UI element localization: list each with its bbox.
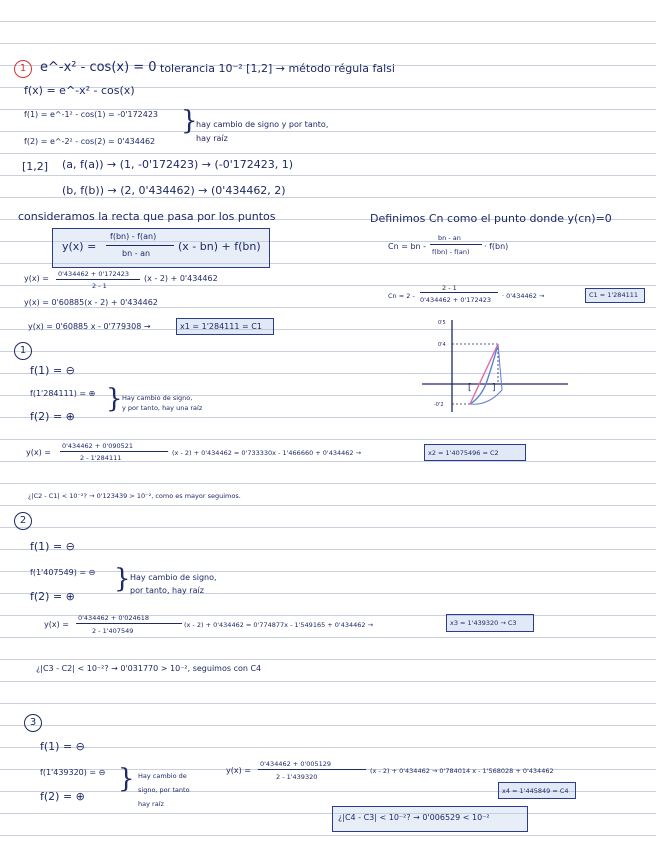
iter3-f2: f(2) = ⊕ <box>40 790 85 803</box>
x1-result: x1 = 1'284111 = C1 <box>180 322 262 331</box>
graph-ytick-mid: 0'4 <box>438 342 446 348</box>
y1-numerator: 0'434462 + 0'172423 <box>58 270 130 278</box>
problem-equation: e^-x² - cos(x) = 0 <box>40 60 157 75</box>
f-definition: f(x) = e^-x² - cos(x) <box>24 84 135 97</box>
iter3-y-fraction-bar <box>258 769 366 770</box>
line-formula-denominator: bn - an <box>122 249 151 258</box>
iter3-fc: f(1'439320) = ⊖ <box>40 768 106 777</box>
sign-change-note: hay cambio de signo y por tanto, <box>196 120 329 129</box>
graph-ytick-bottom: -0'2 <box>434 402 444 408</box>
f-at-2: f(2) = e^-2² - cos(2) = 0'434462 <box>24 137 156 146</box>
iter3-y-denominator: 2 - 1'439320 <box>276 773 318 781</box>
cn-formula-fraction-bar <box>430 244 482 245</box>
iter1-number: 1 <box>19 345 27 356</box>
line-formula-fraction-bar <box>106 245 174 246</box>
iter3-number: 3 <box>29 717 37 728</box>
line-formula-tail: (x - bn) + f(bn) <box>178 240 261 253</box>
iter2-badge <box>14 512 32 530</box>
iter1-note-1: Hay cambio de signo, <box>122 394 193 402</box>
iter2-y-tail: (x - 2) + 0'434462 = 0'774877x - 1'549165 + 0'434462 → <box>184 621 374 629</box>
iter2-brace: } <box>114 564 131 594</box>
problem-number-badge <box>14 60 32 78</box>
iter1-result: x2 = 1'4075496 = C2 <box>428 449 499 457</box>
line-formula-lhs: y(x) = <box>62 240 97 253</box>
iter1-f2: f(2) = ⊕ <box>30 410 75 423</box>
graph-bracket-left: [ <box>468 383 472 393</box>
iter3-note-1: Hay cambio de <box>138 772 187 780</box>
iter2-y-lhs: y(x) = <box>44 620 69 629</box>
line-formula-numerator: f(bn) - f(an) <box>110 232 157 241</box>
iter3-result: x4 = 1'445849 = C4 <box>502 787 569 795</box>
cn-formula-lhs: Cn = bn - <box>388 242 427 251</box>
iter3-note-3: hay raíz <box>138 800 164 808</box>
y1-tail: (x - 2) + 0'434462 <box>144 274 218 283</box>
cn-formula-tail: · f(bn) <box>484 242 509 251</box>
y1-denominator: 2 - 1 <box>92 282 107 290</box>
c1-denominator: 0'434462 + 0'172423 <box>420 296 492 304</box>
y2-line: y(x) = 0'60885(x - 2) + 0'434462 <box>24 298 158 307</box>
consider-line-text: consideramos la recta que pasa por los puntos <box>18 210 276 223</box>
iter2-f2: f(2) = ⊕ <box>30 590 75 603</box>
iter1-check: ¿|C2 - C1| < 10⁻²? → 0'123439 > 10⁻², como es mayor seguimos. <box>28 492 241 500</box>
iter3-check: ¿|C4 - C3| < 10⁻²? → 0'006529 < 10⁻² <box>338 813 490 822</box>
c1-tail: · 0'434462 → <box>502 292 545 300</box>
iter3-brace: } <box>118 764 135 794</box>
c1-lhs: Cn = 2 - <box>388 292 415 300</box>
point-b: (b, f(b)) → (2, 0'434462) → (0'434462, 2) <box>62 184 286 197</box>
iter1-f1: f(1) = ⊖ <box>30 364 75 377</box>
iter1-y-fraction-bar <box>60 451 168 452</box>
graph-bracket-right: ] <box>492 383 496 393</box>
iter3-y-lhs: y(x) = <box>226 766 251 775</box>
iter2-f1: f(1) = ⊖ <box>30 540 75 553</box>
iter2-note-2: por tanto, hay raíz <box>130 586 204 595</box>
brace-1: } <box>181 106 198 136</box>
y1-lhs: y(x) = <box>24 274 49 283</box>
iter1-badge <box>14 342 32 360</box>
graph-ytick-top: 0'5 <box>438 320 446 326</box>
iter2-note-1: Hay cambio de signo, <box>130 573 217 582</box>
iter2-fc: f(1'407549) = ⊖ <box>30 568 96 577</box>
iter2-number: 2 <box>19 515 27 526</box>
iter2-check: ¿|C3 - C2| < 10⁻²? → 0'031770 > 10⁻², seguimos con C4 <box>36 664 262 673</box>
y1-fraction-bar <box>56 279 140 280</box>
root-note: hay raíz <box>196 134 228 143</box>
c1-result: C1 = 1'284111 <box>589 291 638 299</box>
iter1-fc: f(1'284111) = ⊕ <box>30 389 96 398</box>
iter3-f1: f(1) = ⊖ <box>40 740 85 753</box>
c1-numerator: 2 - 1 <box>442 284 457 292</box>
iter3-note-2: signo, por tanto <box>138 786 190 794</box>
y3-line: y(x) = 0'60885 x - 0'779308 → <box>28 322 151 331</box>
iter1-y-tail: (x - 2) + 0'434462 = 0'733330x - 1'466660 + 0'434462 → <box>172 449 362 457</box>
iter1-y-numerator: 0'434462 + 0'090521 <box>62 442 134 450</box>
f-at-1: f(1) = e^-1² - cos(1) = -0'172423 <box>24 110 159 119</box>
graph-secant-line <box>470 344 498 404</box>
iter1-note-2: y por tanto, hay una raíz <box>122 404 203 412</box>
iter1-y-denominator: 2 - 1'284111 <box>80 454 122 462</box>
problem-tolerance: tolerancia 10⁻² [1,2] → método régula falsi <box>160 62 395 75</box>
iter3-y-tail: (x - 2) + 0'434462 → 0'784014 x - 1'568028 + 0'434462 <box>370 767 554 775</box>
point-a: (a, f(a)) → (1, -0'172423) → (-0'172423, 1) <box>62 158 294 171</box>
iter2-y-fraction-bar <box>76 623 182 624</box>
cn-formula-numerator: bn - an <box>438 234 461 242</box>
iter3-badge <box>24 714 42 732</box>
define-cn-text: Definimos Cn como el punto donde y(cn)=0 <box>370 212 612 225</box>
cn-formula-denominator: f(bn) - f(an) <box>432 248 470 256</box>
iter2-result: x3 = 1'439320 → C3 <box>450 619 517 627</box>
iter1-y-lhs: y(x) = <box>26 448 51 457</box>
c1-fraction-bar <box>420 292 498 293</box>
iter2-y-numerator: 0'434462 + 0'024618 <box>78 614 150 622</box>
interval: [1,2] <box>22 160 49 173</box>
iter1-brace: } <box>106 384 123 414</box>
problem-number: 1 <box>19 63 27 74</box>
regula-falsi-graph <box>418 316 576 416</box>
iter2-y-denominator: 2 - 1'407549 <box>92 627 134 635</box>
iter3-y-numerator: 0'434462 + 0'005129 <box>260 760 332 768</box>
